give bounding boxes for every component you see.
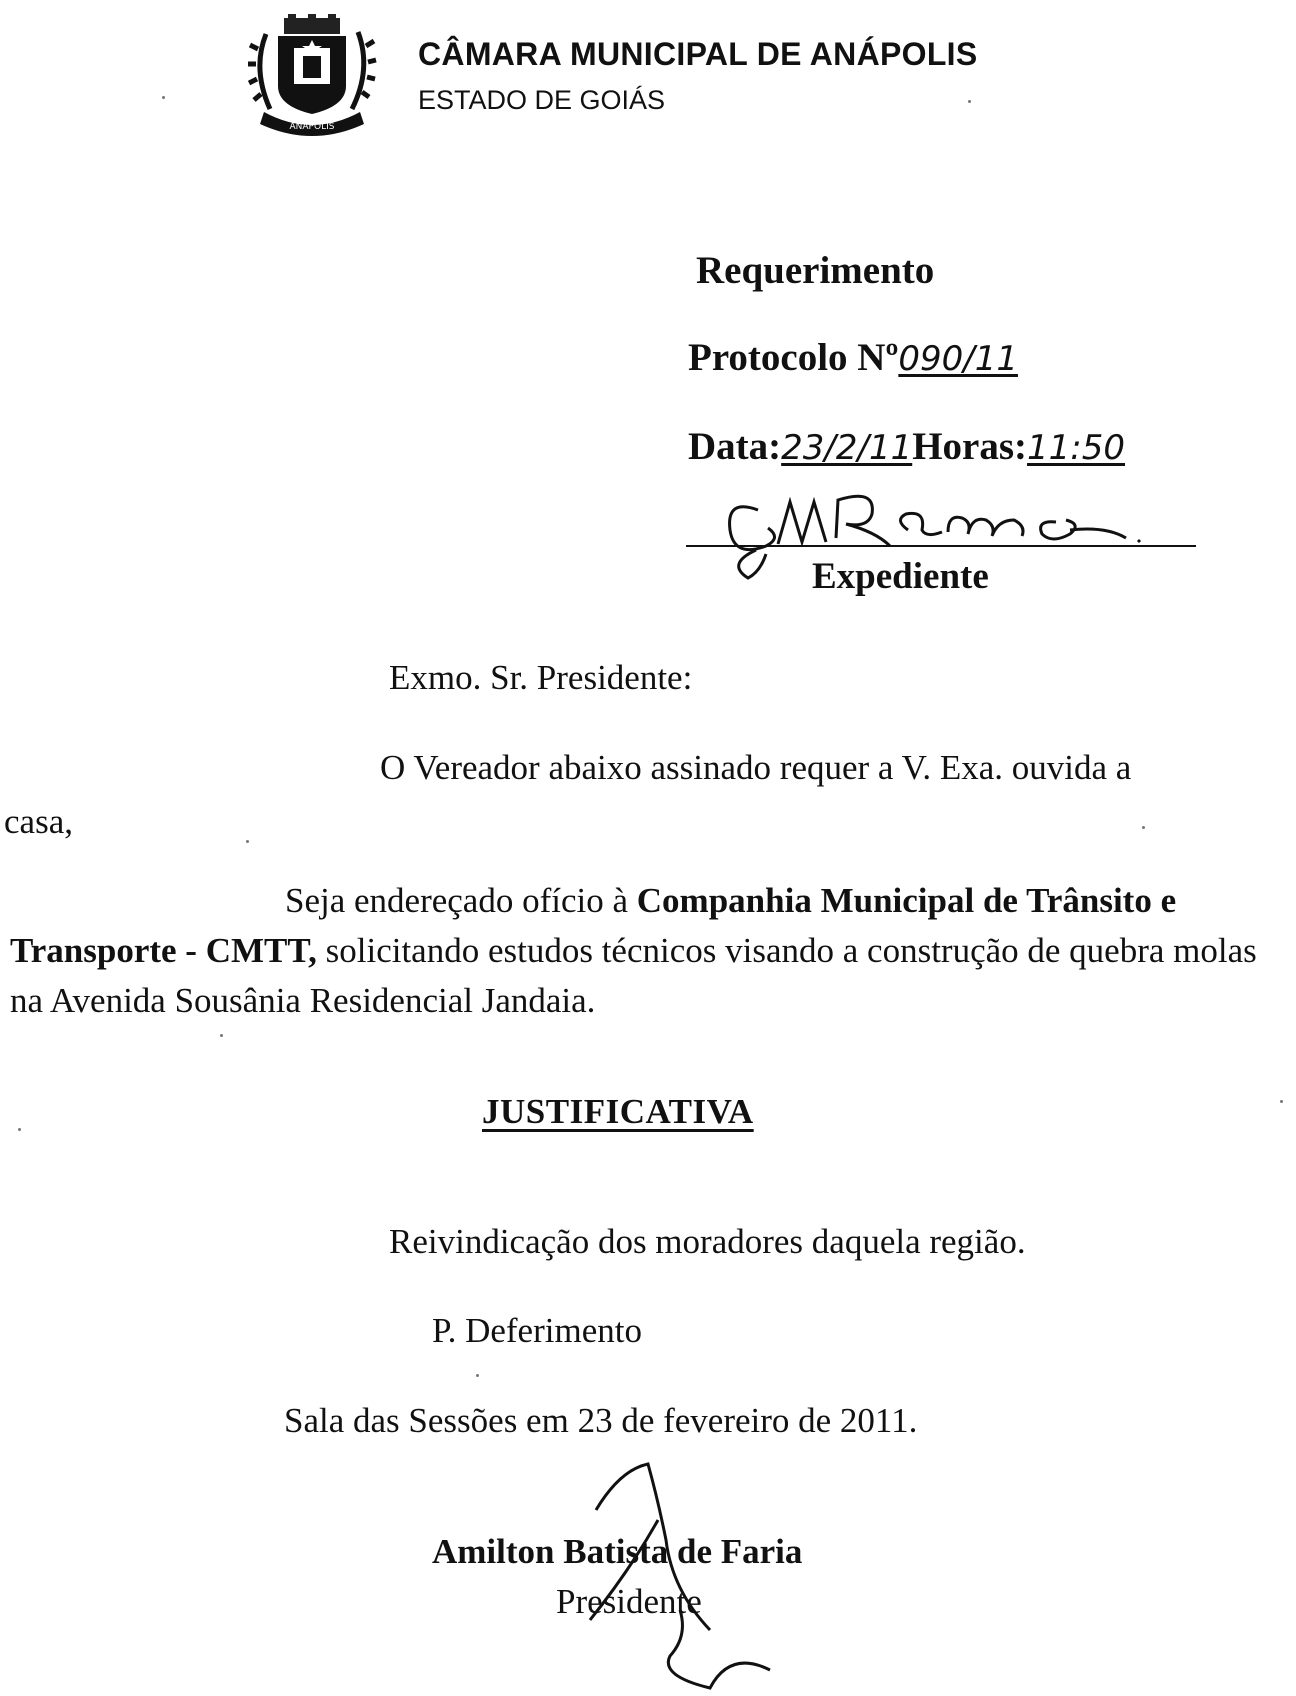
crest-motto: ANÁPOLIS — [289, 122, 335, 132]
protocol-label: Protocolo Nº — [688, 336, 899, 379]
protocol-line — [688, 335, 1018, 380]
handwritten-signature — [560, 1460, 800, 1696]
state-name: ESTADO DE GOIÁS — [418, 85, 666, 115]
scan-speck — [1142, 826, 1145, 829]
request-recipient: Companhia Municipal de Trânsito e Transporte - CMTT, — [10, 881, 1177, 970]
scan-speck — [246, 840, 249, 843]
justification-heading: JUSTIFICATIVA — [482, 1092, 754, 1131]
scan-speck — [1280, 1100, 1283, 1103]
request-text-pre: Seja endereçado ofício à — [285, 881, 629, 920]
scan-speck — [476, 1374, 479, 1377]
signer-title: Presidente — [556, 1582, 702, 1621]
department-label: Expediente — [812, 556, 989, 597]
scan-speck — [162, 96, 165, 99]
date-value: 23/2/11 — [781, 428, 913, 468]
closing-text: P. Deferimento — [432, 1311, 642, 1350]
scan-speck — [220, 1034, 223, 1037]
institution-name: CÂMARA MUNICIPAL DE ANÁPOLIS — [418, 36, 978, 72]
scan-speck — [18, 1128, 21, 1131]
intro-text: O Vereador abaixo assinado requer a V. Exa. ouvida a — [380, 748, 1132, 787]
municipal-crest-logo — [248, 14, 378, 142]
request-text-post: solicitando estudos técnicos visando a construção de quebra molas na Avenida Sousânia Residencial Jandaia. — [10, 931, 1257, 1020]
justification-text: Reivindicação dos moradores daquela região. — [389, 1222, 1026, 1261]
hours-value: 11:50 — [1027, 428, 1126, 468]
date-hours-line — [688, 424, 1125, 469]
signer-name: Amilton Batista de Faria — [432, 1532, 803, 1571]
request-paragraph — [10, 876, 1260, 1026]
date-label: Data: — [688, 425, 782, 468]
hours-label: Horas: — [912, 425, 1028, 468]
intro-text-continued: casa, — [4, 802, 73, 841]
scan-speck — [968, 100, 971, 103]
document-type: Requerimento — [696, 249, 935, 292]
salutation: Exmo. Sr. Presidente: — [389, 658, 693, 697]
place-date: Sala das Sessões em 23 de fevereiro de 2011. — [284, 1401, 918, 1440]
protocol-number: 090/11 — [898, 339, 1018, 379]
